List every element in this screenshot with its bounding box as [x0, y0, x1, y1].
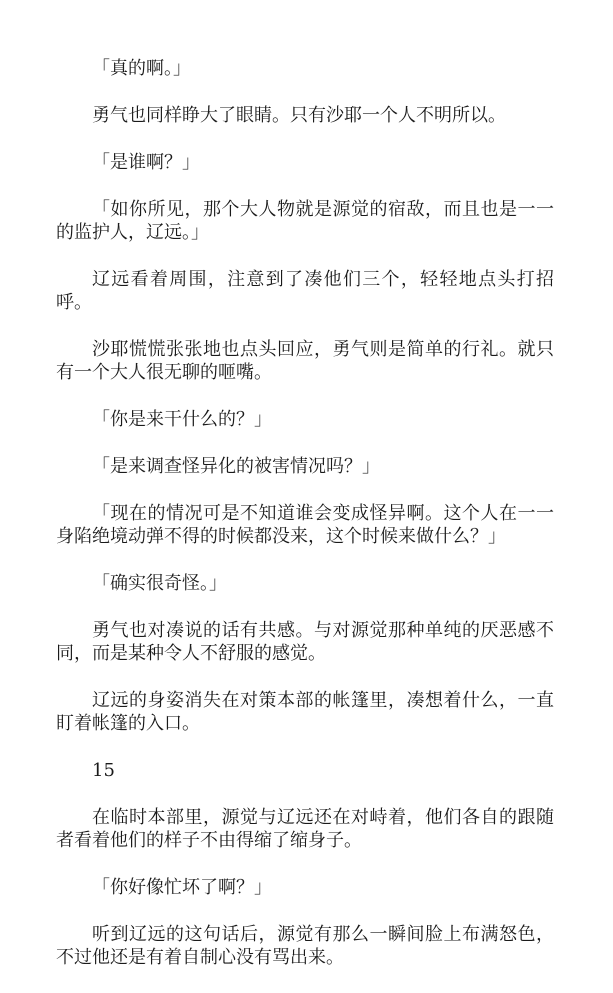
paragraph-3: 「是谁啊？」	[92, 152, 200, 173]
paragraph-6: 沙耶慌慌张张地也点头回应，勇气则是简单的行礼。就只有一个大人很无聊的咂嘴。	[56, 339, 554, 383]
paragraph-1: 「真的啊。」	[92, 58, 191, 79]
paragraph-15: 听到辽远的这句话后，源觉有那么一瞬间脸上布满怒色，不过他还是有着自制心没有骂出来。	[56, 924, 554, 968]
paragraph-4: 「如你所见，那个大人物就是源觉的宿敌，而且也是一一的监护人，辽远。」	[56, 199, 554, 243]
body-text	[56, 57, 554, 993]
paragraph-8: 「是来调查怪异化的被害情况吗？」	[92, 456, 380, 477]
paragraph-11: 勇气也对凑说的话有共感。与对源觉那种单纯的厌恶感不同，而是某种令人不舒服的感觉。	[56, 620, 554, 664]
paragraph-9: 「现在的情况可是不知道谁会变成怪异啊。这个人在一一身陷绝境动弹不得的时候都没来，这个时候来做什么？」	[56, 503, 554, 547]
paragraph-13: 在临时本部里，源觉与辽远还在对峙着，他们各自的跟随者看着他们的样子不由得缩了缩身子。	[56, 807, 554, 851]
paragraph-10: 「确实很奇怪。」	[92, 573, 227, 594]
paragraph-7: 「你是来干什么的？」	[92, 409, 272, 430]
paragraph-14: 「你好像忙坏了啊？」	[92, 877, 272, 898]
section-number: 15	[92, 760, 115, 781]
paragraph-12: 辽远的身姿消失在对策本部的帐篷里，凑想着什么，一直盯着帐篷的入口。	[56, 690, 554, 734]
paragraph-2: 勇气也同样睁大了眼睛。只有沙耶一个人不明所以。	[92, 105, 506, 126]
paragraph-5: 辽远看着周围，注意到了凑他们三个，轻轻地点头打招呼。	[56, 269, 554, 313]
